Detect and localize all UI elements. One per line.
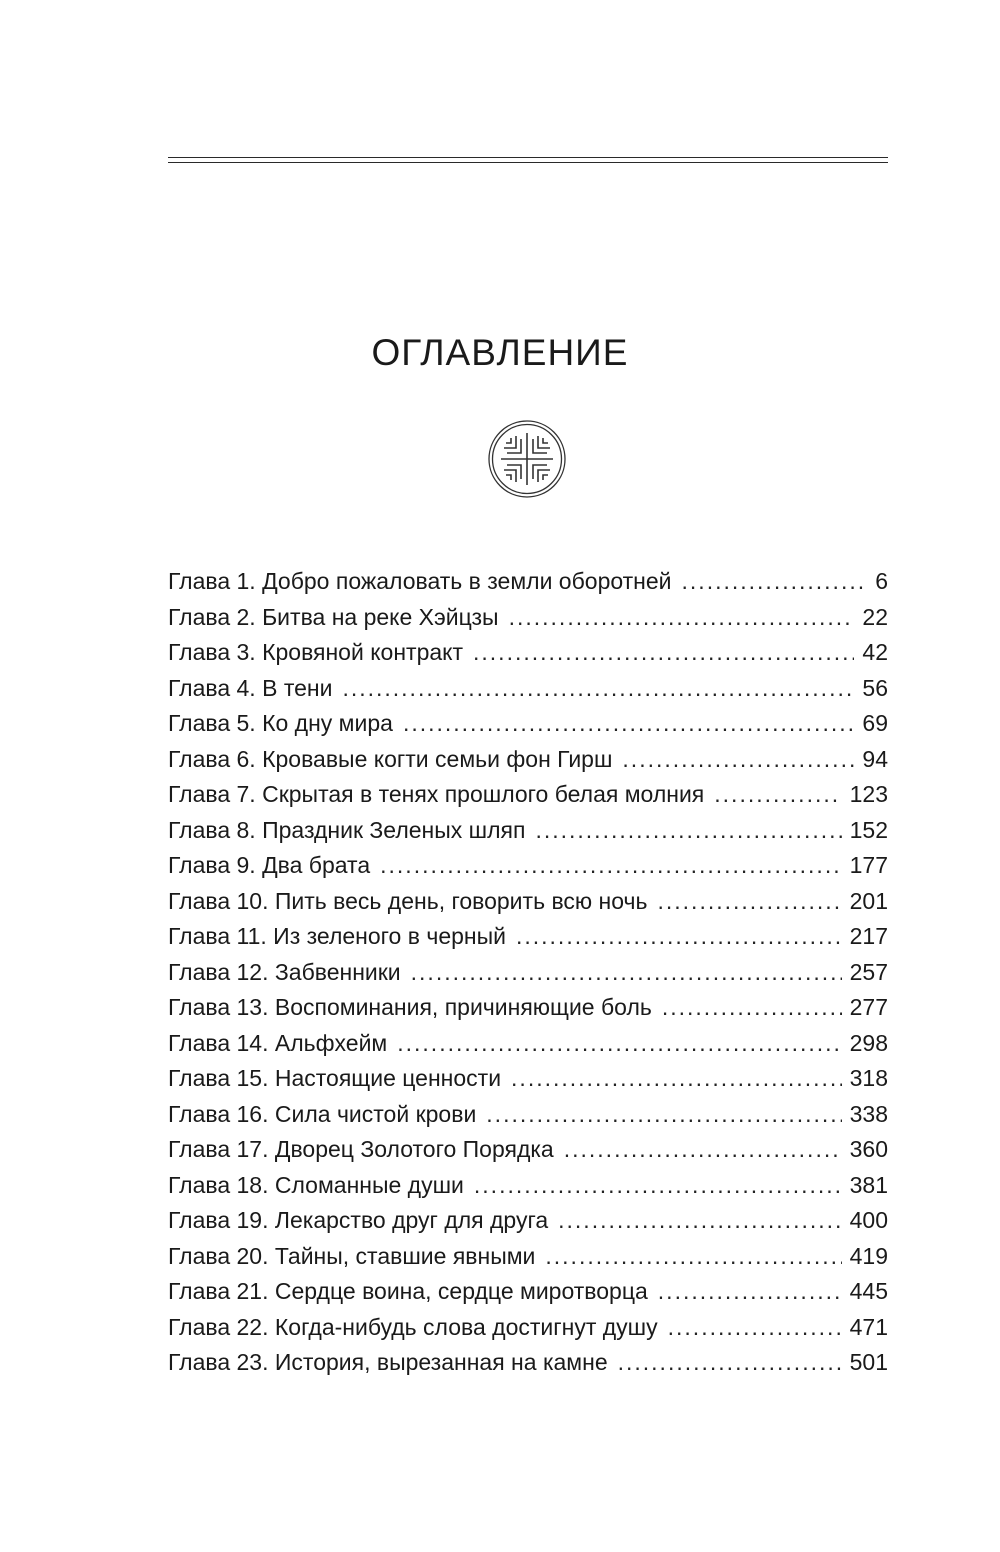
header-rule-top	[168, 157, 888, 158]
toc-entry[interactable]	[168, 777, 888, 813]
toc-dot-leader	[473, 635, 854, 671]
toc-entry-title: Глава 13. Воспоминания, причиняющие боль	[168, 994, 652, 1020]
toc-dot-leader	[558, 1203, 841, 1239]
toc-dot-leader	[622, 742, 854, 778]
toc-entry-page: 69	[862, 710, 888, 736]
toc-entry-title: Глава 21. Сердце воина, сердце миротворца	[168, 1278, 648, 1304]
toc-entry-page: 217	[849, 923, 888, 949]
toc-entry-page: 471	[849, 1313, 888, 1340]
header-rule-bottom	[168, 162, 888, 163]
toc-dot-leader	[618, 1345, 842, 1381]
toc-dot-leader	[658, 1274, 842, 1310]
toc-entry[interactable]	[168, 884, 888, 920]
toc-entry[interactable]	[168, 1310, 888, 1346]
toc-entry-title: Глава 10. Пить весь день, говорить всю ночь	[168, 887, 648, 914]
toc-entry[interactable]	[168, 1061, 888, 1097]
toc-dot-leader	[564, 1132, 842, 1168]
toc-entry-page: 123	[849, 781, 888, 807]
toc-entry-page: 277	[849, 994, 888, 1020]
toc-entry-page: 257	[849, 958, 888, 985]
toc-entry[interactable]	[168, 955, 888, 991]
toc-entry-page: 381	[849, 1171, 888, 1198]
toc-dot-leader	[397, 1026, 841, 1062]
toc-entry[interactable]	[168, 564, 888, 600]
toc-entry-title: Глава 15. Настоящие ценности	[168, 1065, 502, 1091]
toc-entry-page: 419	[849, 1242, 888, 1269]
toc-entry-title: Глава 5. Ко дну мира	[168, 710, 393, 736]
toc-entry-title: Глава 1. Добро пожаловать в земли оборотней	[168, 568, 672, 594]
toc-entry[interactable]	[168, 1097, 888, 1133]
toc-entry-page: 94	[862, 745, 888, 772]
toc-entry[interactable]	[168, 1345, 888, 1381]
toc-dot-leader	[342, 671, 854, 707]
toc-entry-title: Глава 7. Скрытая в тенях прошлого белая молния	[168, 781, 705, 807]
toc-entry-title: Глава 14. Альфхейм	[168, 1029, 388, 1056]
toc-entry-page: 42	[862, 639, 888, 665]
toc-entry[interactable]	[168, 1168, 888, 1204]
toc-dot-leader	[714, 777, 841, 813]
toc-entry-page: 298	[849, 1029, 888, 1056]
toc-entry[interactable]	[168, 1274, 888, 1310]
toc-entry[interactable]	[168, 919, 888, 955]
toc-dot-leader	[511, 1061, 842, 1097]
toc-entry-page: 338	[849, 1100, 888, 1127]
toc-entry[interactable]	[168, 742, 888, 778]
toc-entry-page: 360	[849, 1136, 888, 1162]
toc-dot-leader	[474, 1168, 842, 1204]
toc-entry-title: Глава 6. Кровавые когти семьи фон Гирш	[168, 745, 613, 772]
toc-entry-page: 22	[862, 603, 888, 630]
toc-entry-title: Глава 18. Сломанные души	[168, 1171, 464, 1198]
toc-dot-leader	[411, 955, 842, 991]
table-of-contents	[168, 564, 888, 1381]
toc-entry[interactable]	[168, 635, 888, 671]
toc-dot-leader	[516, 919, 842, 955]
page-title: ОГЛАВЛЕНИЕ	[371, 332, 629, 373]
toc-dot-leader	[658, 884, 842, 920]
toc-entry-page: 56	[862, 674, 888, 701]
circular-cross-ornament-icon	[487, 419, 567, 499]
toc-entry-title: Глава 22. Когда-нибудь слова достигнут душу	[168, 1313, 658, 1340]
toc-entry-title: Глава 2. Битва на реке Хэйцзы	[168, 603, 499, 630]
toc-entry-page: 501	[849, 1349, 888, 1375]
toc-entry-title: Глава 20. Тайны, ставшие явными	[168, 1242, 536, 1269]
toc-entry-page: 400	[849, 1207, 888, 1233]
toc-entry[interactable]	[168, 600, 888, 636]
toc-entry-page: 177	[849, 852, 888, 878]
toc-entry[interactable]	[168, 1026, 888, 1062]
toc-entry-title: Глава 12. Забвенники	[168, 958, 401, 985]
toc-entry-page: 445	[849, 1278, 888, 1304]
toc-dot-leader	[509, 600, 855, 636]
toc-entry-page: 318	[849, 1065, 888, 1091]
toc-dot-leader	[486, 1097, 841, 1133]
toc-dot-leader	[662, 990, 842, 1026]
toc-entry-title: Глава 16. Сила чистой крови	[168, 1100, 477, 1127]
toc-entry-title: Глава 8. Праздник Зеленых шляп	[168, 816, 526, 843]
toc-dot-leader	[682, 564, 868, 600]
toc-entry-page: 6	[875, 568, 888, 594]
toc-entry-title: Глава 11. Из зеленого в черный	[168, 923, 506, 949]
toc-entry-title: Глава 4. В тени	[168, 674, 333, 701]
toc-entry[interactable]	[168, 1132, 888, 1168]
toc-entry-title: Глава 3. Кровяной контракт	[168, 639, 464, 665]
toc-entry[interactable]	[168, 990, 888, 1026]
toc-entry-title: Глава 17. Дворец Золотого Порядка	[168, 1136, 554, 1162]
toc-dot-leader	[668, 1310, 842, 1346]
toc-entry[interactable]	[168, 1239, 888, 1275]
toc-entry-title: Глава 9. Два брата	[168, 852, 371, 878]
toc-entry[interactable]	[168, 848, 888, 884]
toc-entry[interactable]	[168, 1203, 888, 1239]
toc-entry-title: Глава 23. История, вырезанная на камне	[168, 1349, 608, 1375]
toc-entry[interactable]	[168, 706, 888, 742]
toc-dot-leader	[380, 848, 841, 884]
toc-entry-page: 201	[849, 887, 888, 914]
toc-dot-leader	[545, 1239, 841, 1275]
toc-dot-leader	[403, 706, 854, 742]
toc-dot-leader	[535, 813, 841, 849]
toc-entry[interactable]	[168, 671, 888, 707]
toc-entry-page: 152	[849, 816, 888, 843]
toc-entry[interactable]	[168, 813, 888, 849]
toc-entry-title: Глава 19. Лекарство друг для друга	[168, 1207, 549, 1233]
